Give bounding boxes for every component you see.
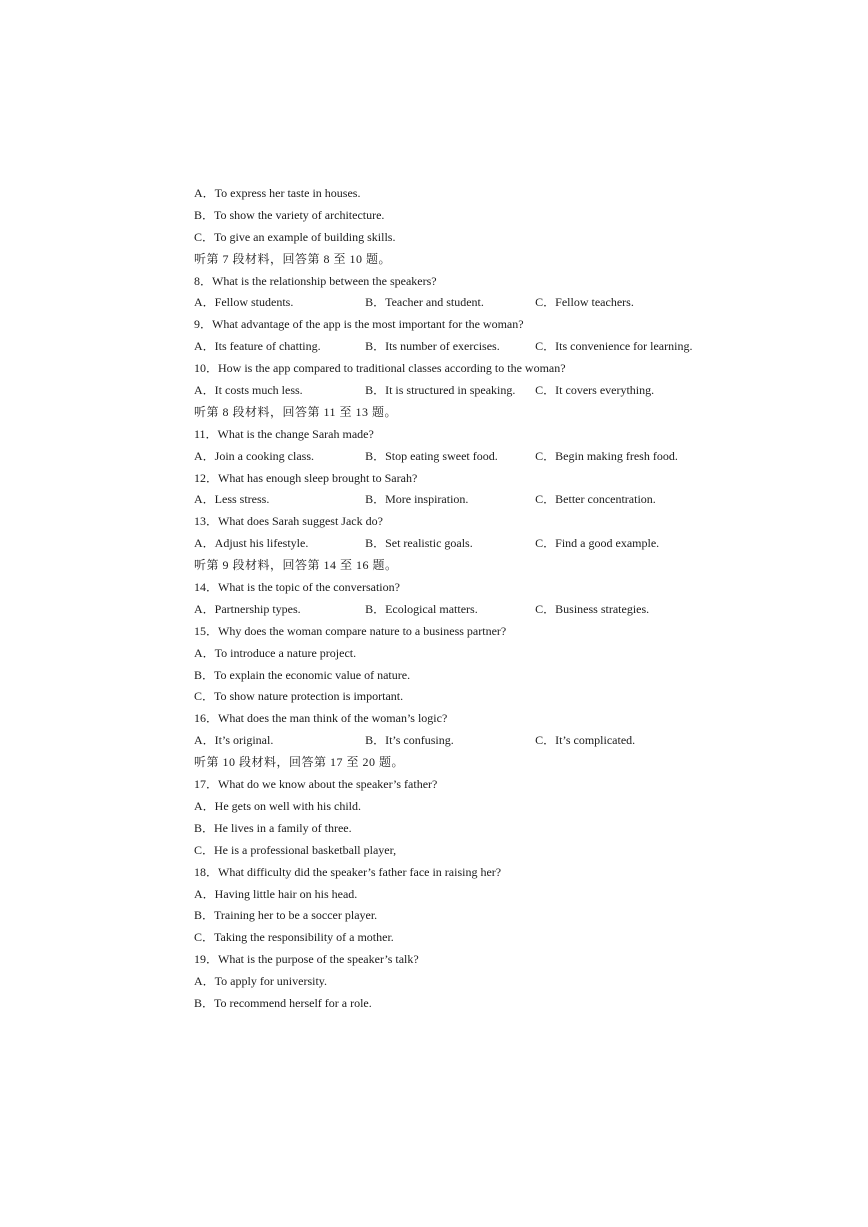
question-18: 18．What difficulty did the speaker’s father face in raising her? xyxy=(194,864,502,879)
question-12: 12．What has enough sleep brought to Sarah? xyxy=(194,470,418,485)
question-17: 17．What do we know about the speaker’s father? xyxy=(194,777,438,792)
q13-option-c: C．Find a good example. xyxy=(535,536,660,551)
question-9: 9．What advantage of the app is the most important for the woman? xyxy=(194,317,524,332)
q11-option-c: C．Begin making fresh food. xyxy=(535,448,678,463)
q13-option-a: A．Adjust his lifestyle. xyxy=(194,536,309,551)
q12-options xyxy=(194,489,754,511)
section-heading-8: 听第 8 段材料，回答第 11 至 13 题。 xyxy=(194,404,398,419)
question-19: 19．What is the purpose of the speaker’s talk? xyxy=(194,952,419,967)
q12-option-b: B．More inspiration. xyxy=(365,492,469,507)
question-13: 13．What does Sarah suggest Jack do? xyxy=(194,514,383,529)
q11-option-a: A．Join a cooking class. xyxy=(194,448,314,463)
q18-option-c: C．Taking the responsibility of a mother. xyxy=(194,930,394,945)
q13-option-b: B．Set realistic goals. xyxy=(365,536,473,551)
q12-option-a: A．Less stress. xyxy=(194,492,270,507)
q7-option-a: A．To express her taste in houses. xyxy=(194,186,361,200)
q10-option-c: C．It covers everything. xyxy=(535,383,655,398)
section-heading-9: 听第 9 段材料，回答第 14 至 16 题。 xyxy=(194,558,398,573)
question-14: 14．What is the topic of the conversation? xyxy=(194,580,400,595)
q16-option-a: A．It’s original. xyxy=(194,733,274,748)
q14-options xyxy=(194,599,754,621)
question-8: 8．What is the relationship between the speakers? xyxy=(194,273,437,288)
q12-option-c: C．Better concentration. xyxy=(535,492,656,507)
q19-option-a: A．To apply for university. xyxy=(194,974,328,989)
section-heading-7: 听第 7 段材料，回答第 8 至 10 题。 xyxy=(194,251,392,266)
q8-option-b: B．Teacher and student. xyxy=(365,295,484,310)
q8-option-c: C．Fellow teachers. xyxy=(535,295,634,310)
q8-options xyxy=(194,292,754,314)
q9-option-c: C．Its convenience for learning. xyxy=(535,339,693,354)
section-heading-10: 听第 10 段材料，回答第 17 至 20 题。 xyxy=(194,755,405,770)
q18-option-b: B．Training her to be a soccer player. xyxy=(194,908,378,923)
q14-option-b: B．Ecological matters. xyxy=(365,601,478,616)
q16-options xyxy=(194,730,754,752)
q17-option-c: C．He is a professional basketball player, xyxy=(194,842,397,857)
q13-options xyxy=(194,533,754,555)
q14-option-a: A．Partnership types. xyxy=(194,601,301,616)
q15-option-c: C．To show nature protection is important. xyxy=(194,689,404,704)
q16-option-b: B．It’s confusing. xyxy=(365,733,454,748)
question-16: 16．What does the man think of the woman’s logic? xyxy=(194,711,448,726)
q9-option-a: A．Its feature of chatting. xyxy=(194,339,321,354)
q11-option-b: B．Stop eating sweet food. xyxy=(365,448,498,463)
q9-option-b: B．Its number of exercises. xyxy=(365,339,500,354)
question-10: 10．How is the app compared to traditional classes according to the woman? xyxy=(194,361,566,376)
q17-option-b: B．He lives in a family of three. xyxy=(194,820,352,835)
q15-option-b: B．To explain the economic value of nature. xyxy=(194,667,411,682)
q11-options xyxy=(194,446,754,468)
q10-option-b: B．It is structured in speaking. xyxy=(365,383,516,398)
q8-option-a: A．Fellow students. xyxy=(194,295,294,310)
q18-option-a: A．Having little hair on his head. xyxy=(194,886,358,901)
question-11: 11．What is the change Sarah made? xyxy=(194,426,374,441)
q14-option-c: C．Business strategies. xyxy=(535,601,650,616)
q7-option-c: C．To give an example of building skills. xyxy=(194,229,396,244)
q7-option-b: B．To show the variety of architecture. xyxy=(194,207,385,222)
q15-option-a: A．To introduce a nature project. xyxy=(194,645,357,660)
q17-option-a: A．He gets on well with his child. xyxy=(194,798,361,813)
q19-option-b: B．To recommend herself for a role. xyxy=(194,995,372,1010)
q9-options xyxy=(194,336,754,358)
q10-option-a: A．It costs much less. xyxy=(194,383,303,398)
q16-option-c: C．It’s complicated. xyxy=(535,733,636,748)
question-15: 15．Why does the woman compare nature to a business partner? xyxy=(194,623,507,638)
q10-options xyxy=(194,380,754,402)
listening-section xyxy=(194,183,754,1015)
